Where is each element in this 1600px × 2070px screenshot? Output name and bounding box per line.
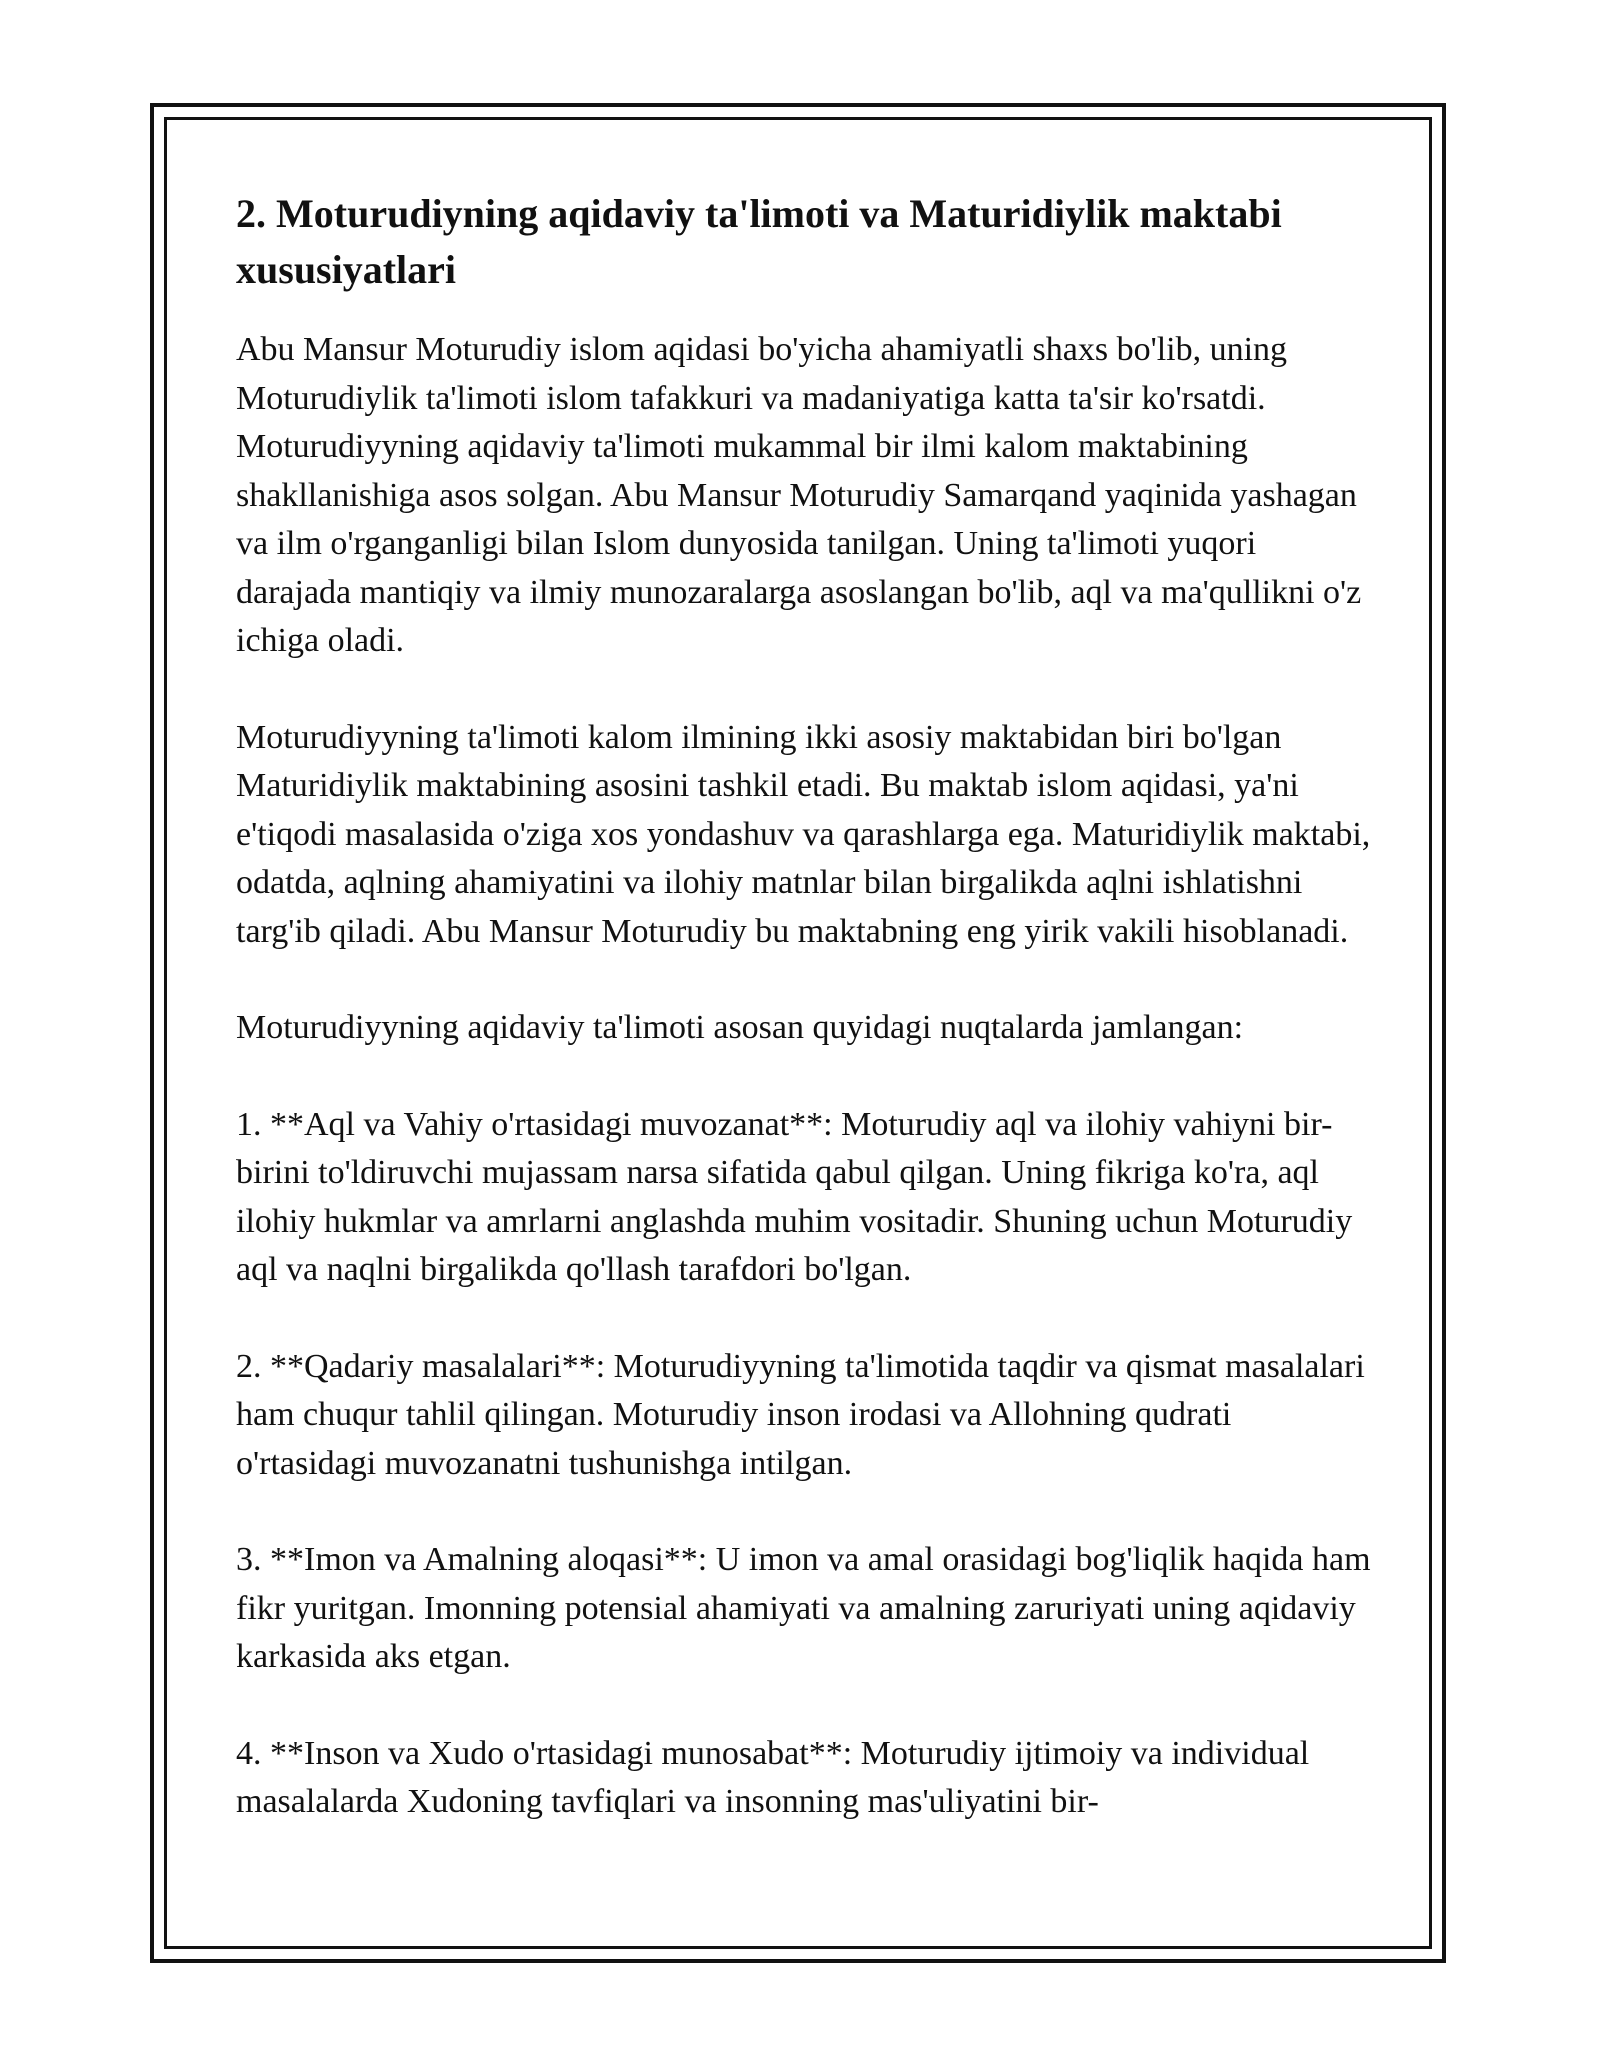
list-item-inson-xudo: 4. **Inson va Xudo o'rtasidagi munosabat**: Moturudiy ijtimoiy va individual masalalarda Xudoning tavfiqlari va insonning mas'uliyatini bir- <box>236 1734 1310 1820</box>
list-item-imon-amal: 3. **Imon va Amalning aloqasi**: U imon va amal orasidagi bog'liqlik haqida ham fikr yuritgan. Imonning potensial ahamiyati va amalning zaruriyati uning aqidaviy karkasida aks etgan. <box>236 1541 1371 1675</box>
paragraph-intro: Abu Mansur Moturudiy islom aqidasi bo'yicha ahamiyatli shaxs bo'lib, uning Moturudiylik ta'limoti islom tafakkuri va madaniyatiga katta ta'sir ko'rsatdi. Moturudiyyning aqidaviy ta'limoti mukammal bir ilmi kalom maktabining shakllanishiga asos solgan. Abu Mansur Moturudiy Samarqand yaqinida yashagan va ilm o'rganganligi bilan Islom dunyosida tanilgan. Uning ta'limoti yuqori darajada mantiqiy va ilmiy munozaralarga asoslangan bo'lib, aql va ma'qullikni o'z ichiga oladi. <box>236 331 1362 659</box>
list-item-qadariy: 2. **Qadariy masalalari**: Moturudiyyning ta'limotida taqdir va qismat masalalari ham chuqur tahlil qilingan. Moturudiy inson irodasi va Allohning qudrati o'rtasidagi muvozanatni tushunishga intilgan. <box>236 1347 1365 1482</box>
document-body <box>236 186 1376 1875</box>
paragraph-maturidiylik: Moturudiyyning ta'limoti kalom ilmining ikki asosiy maktabidan biri bo'lgan Maturidiylik maktabining asosini tashkil etadi. Bu maktab islom aqidasi, ya'ni e'tiqodi masalasida o'ziga xos yondashuv va qarashlarga ega. Maturidiylik maktabi, odatda, aqlning ahamiyatini va ilohiy matnlar bilan birgalikda aqlni ishlatishni targ'ib qiladi. Abu Mansur Moturudiy bu maktabning eng yirik vakili hisoblanadi. <box>236 718 1371 950</box>
section-heading: 2. Moturudiyning aqidaviy ta'limoti va Maturidiylik maktabi xususiyatlari <box>236 191 1282 292</box>
list-item-aql-vahiy: 1. **Aql va Vahiy o'rtasidagi muvozanat**: Moturudiy aql va ilohiy vahiyni bir-birini to'ldiruvchi mujassam narsa sifatida qabul qilgan. Uning fikriga ko'ra, aql ilohiy hukmlar va amrlarni anglashda muhim vositadir. Shuning uchun Moturudiy aql va naqlni birgalikda qo'llash tarafdori bo'lgan. <box>236 1105 1353 1288</box>
paragraph-summary-lead: Moturudiyyning aqidaviy ta'limoti asosan quyidagi nuqtalarda jamlangan: <box>236 1009 1244 1046</box>
